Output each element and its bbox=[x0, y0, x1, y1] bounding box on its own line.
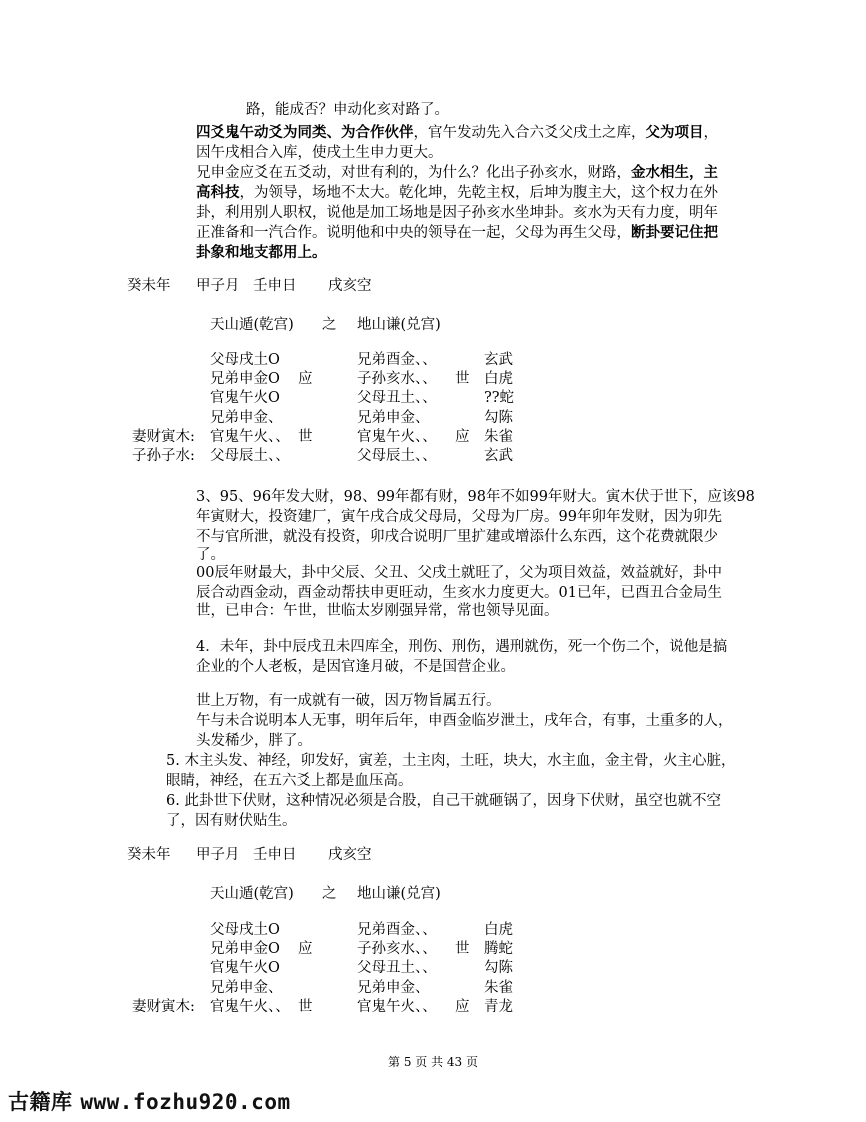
text-line: 5. 木主头发、神经，卯发好，寅差，土主肉，土旺，块大，水主血，金主骨，火主心脏， bbox=[166, 753, 736, 769]
six-god: 朱雀 bbox=[484, 979, 513, 996]
yao-changed: 官鬼午火、、 bbox=[357, 428, 437, 445]
text-line: 年寅财大，投资建厂，寅午戌合成父母局，父母为厂房。99年卯年发财，因为卯先 bbox=[196, 509, 722, 525]
text-span: ，官午发动先入合六爻父戌土之库， bbox=[413, 125, 646, 141]
text-span: 兄申金应爻在五爻动，对世有利的，为什么？化出子孙亥水，财路， bbox=[196, 165, 631, 181]
bold-phrase: 父为项目 bbox=[645, 125, 704, 141]
bold-phrase: 金水相生，主 bbox=[631, 165, 718, 181]
gua-title-right: 地山谦(兑宫) bbox=[357, 317, 441, 333]
yao-original: 父母辰土、、 bbox=[210, 448, 290, 464]
gua-header-year: 癸未年 bbox=[127, 278, 171, 294]
text-line: 不与官所泄，就没有投资，卯戌合说明厂里扩建或增添什么东西，这个花费就限少 bbox=[196, 529, 718, 545]
six-god: 白虎 bbox=[484, 371, 513, 388]
yao-changed: 兄弟申金、 bbox=[357, 979, 430, 996]
bold-phrase: 断卦要记住把 bbox=[631, 225, 718, 241]
text-line: 卦，利用别人职权，说他是加工场地是因子孙亥水坐坤卦。亥水为天有力度，明年 bbox=[196, 205, 718, 221]
yao-original: 官鬼午火、、 bbox=[210, 428, 290, 445]
gua-header-empty: 戌亥空 bbox=[328, 847, 372, 863]
six-god: 玄武 bbox=[484, 352, 513, 368]
yao-original: 官鬼午火O bbox=[210, 960, 280, 977]
text-line: 因午戌相合入库，使戌土生申力更大。 bbox=[196, 145, 443, 161]
text-line: 企业的个人老板，是因官逢月破，不是国营企业。 bbox=[196, 659, 515, 675]
gua-title-right: 地山谦(兑宫) bbox=[357, 886, 441, 902]
yao-mark-changed: 世 bbox=[455, 941, 470, 958]
yao-mark-original: 世 bbox=[298, 428, 313, 445]
text-line: 眼睛，神经，在五六爻上都是血压高。 bbox=[166, 773, 413, 789]
row-prefix: 子孙子水: bbox=[132, 448, 195, 464]
six-god: 玄武 bbox=[484, 448, 513, 464]
yao-mark-original: 应 bbox=[298, 941, 313, 958]
text-line bbox=[196, 123, 718, 143]
gua-title-mid: 之 bbox=[322, 886, 337, 902]
text-line bbox=[196, 163, 718, 183]
text-line: 卦象和地支都用上。 bbox=[196, 245, 327, 261]
gua-title-left: 天山遁(乾宫) bbox=[210, 886, 294, 902]
text-line bbox=[196, 223, 718, 243]
yao-changed: 父母辰土、、 bbox=[357, 448, 437, 464]
text-line: 4．未年，卦中辰戌丑未四库全，刑伤、刑伤，遇刑就伤，死一个伤二个，说他是搞 bbox=[196, 639, 728, 655]
yao-changed: 子孙亥水、、 bbox=[357, 371, 437, 388]
yao-mark-changed: 应 bbox=[455, 998, 470, 1015]
gua-header-year: 癸未年 bbox=[127, 847, 171, 863]
yao-changed: 兄弟酉金、、 bbox=[357, 352, 437, 368]
text-span: ， bbox=[703, 125, 718, 141]
six-god: 勾陈 bbox=[484, 960, 513, 977]
watermark-url: www.fozhu920.com bbox=[80, 1090, 291, 1114]
text-line: 世上万物，有一成就有一破，因万物旨属五行。 bbox=[196, 693, 501, 709]
yao-original: 兄弟申金O bbox=[210, 371, 280, 388]
yao-changed: 子孙亥水、、 bbox=[357, 941, 437, 958]
watermark bbox=[8, 1086, 291, 1116]
yao-mark-changed: 应 bbox=[455, 428, 470, 445]
text-line: 辰合动酉金动，酉金动帮扶申更旺动，生亥水力度更大。01已年，已酉丑合金局生 bbox=[196, 585, 722, 601]
text-line: 头发稀少，胖了。 bbox=[196, 733, 312, 749]
yao-original: 官鬼午火O bbox=[210, 390, 280, 407]
gua-header-month: 甲子月 bbox=[196, 278, 240, 294]
watermark-name: 古籍库 bbox=[8, 1090, 73, 1114]
yao-mark-original: 应 bbox=[298, 371, 313, 388]
six-god: 白虎 bbox=[484, 922, 513, 938]
six-god: 青龙 bbox=[484, 998, 513, 1015]
gua-header-month: 甲子月 bbox=[196, 847, 240, 863]
gua-header-day: 壬申日 bbox=[253, 847, 297, 863]
text-span: 正准备和一汽合作。说明他和中央的领导在一起，父母为再生父母， bbox=[196, 225, 631, 241]
page-footer: 第 5 页 共 43 页 bbox=[388, 1055, 478, 1069]
text-line: 午与未合说明本人无事，明年后年，申酉金临岁泄土，戌年合，有事，土重多的人， bbox=[196, 713, 733, 729]
bold-phrase: 高科技 bbox=[196, 185, 240, 201]
text-line: 了。 bbox=[196, 547, 225, 563]
yao-original: 兄弟申金、 bbox=[210, 409, 283, 426]
yao-original: 兄弟申金、 bbox=[210, 979, 283, 996]
yao-original: 官鬼午火、、 bbox=[210, 998, 290, 1015]
text-line: 00辰年财最大，卦中父辰、父丑、父戌土就旺了，父为项目效益，效益就好，卦中 bbox=[196, 565, 722, 581]
text-line: 3、95、96年发大财，98、99年都有财，98年不如99年财大。寅木伏于世下，应该98 bbox=[196, 489, 755, 505]
six-god: 朱雀 bbox=[484, 428, 513, 445]
yao-changed: 兄弟申金、 bbox=[357, 409, 430, 426]
six-god: ??蛇 bbox=[484, 390, 515, 407]
yao-original: 兄弟申金O bbox=[210, 941, 280, 958]
yao-mark-original: 世 bbox=[298, 998, 313, 1015]
text-line bbox=[196, 183, 718, 203]
gua-header-empty: 戌亥空 bbox=[328, 278, 372, 294]
six-god: 勾陈 bbox=[484, 409, 513, 426]
yao-original: 父母戌土O bbox=[210, 352, 280, 368]
row-prefix: 妻财寅木: bbox=[132, 998, 195, 1015]
gua-title-mid: 之 bbox=[322, 317, 337, 333]
text-line: 路，能成否？申动化亥对路了。 bbox=[246, 102, 449, 118]
row-prefix: 妻财寅木: bbox=[132, 428, 195, 445]
yao-changed: 父母丑土、、 bbox=[357, 960, 437, 977]
yao-mark-changed: 世 bbox=[455, 371, 470, 388]
yao-changed: 兄弟酉金、、 bbox=[357, 922, 437, 938]
yao-original: 父母戌土O bbox=[210, 922, 280, 938]
bold-phrase: 四爻鬼午动爻为同类、为合作伙伴 bbox=[196, 125, 414, 141]
text-line: 世，已申合：午世，世临太岁刚强异常，常也领导见面。 bbox=[196, 603, 559, 619]
text-span: ，为领导，场地不太大。乾化坤，先乾主权，后坤为腹主大，这个权力在外 bbox=[239, 185, 718, 201]
text-line: 了，因有财伏贴生。 bbox=[166, 813, 297, 829]
gua-title-left: 天山遁(乾宫) bbox=[210, 317, 294, 333]
text-line: 6. 此卦世下伏财，这种情况必须是合股，自己干就砸锅了，因身下伏财，虽空也就不空 bbox=[166, 793, 721, 809]
yao-changed: 父母丑土、、 bbox=[357, 390, 437, 407]
gua-header-day: 壬申日 bbox=[253, 278, 297, 294]
yao-changed: 官鬼午火、、 bbox=[357, 998, 437, 1015]
six-god: 腾蛇 bbox=[484, 941, 513, 958]
